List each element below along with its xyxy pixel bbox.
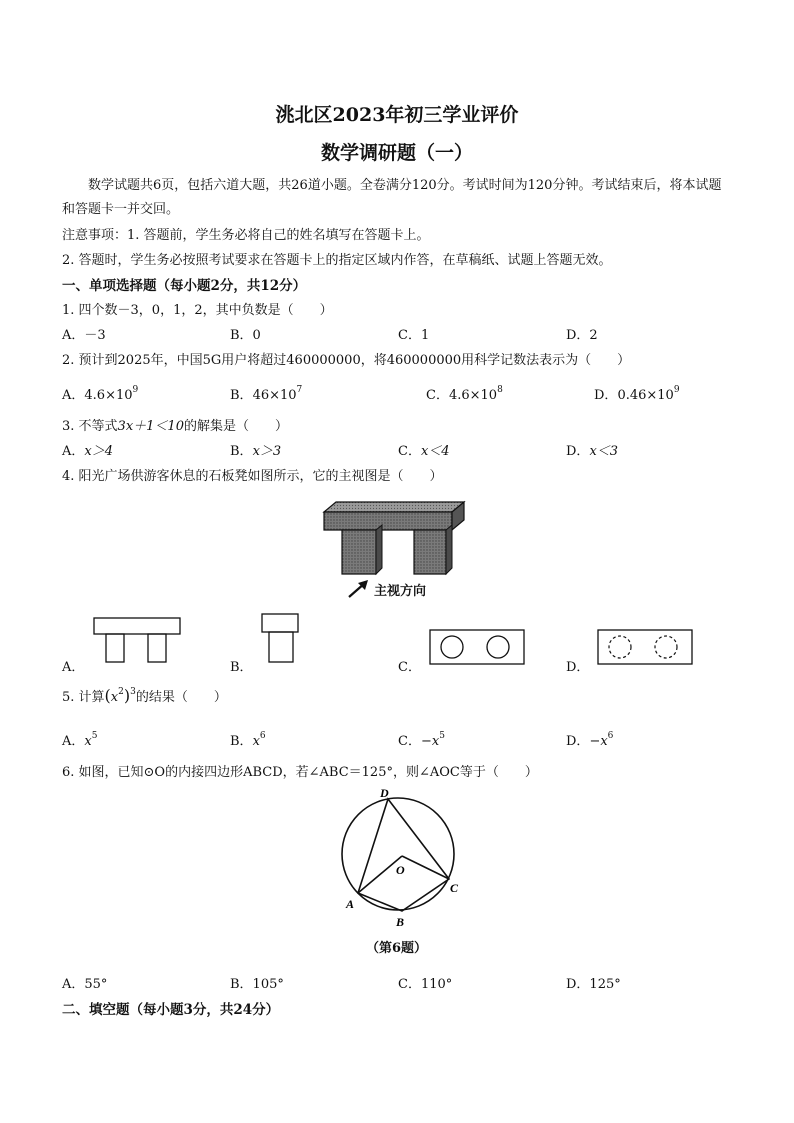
q2-option-b: B．$46\times 10^7$ [230,385,303,403]
section-1-heading: 一、单项选择题（每小题2分，共12分） [62,278,307,294]
q2-stem: 2. 预计到2025年，中国5G用户将超过460000000，将460000000用科学记数法表示为（ ） [62,353,631,368]
q3-option-c: C．x＜4 [398,444,450,459]
q2-option-c: C．$4.6\times 10^8$ [426,385,503,403]
q1-option-d: D．2 [566,328,598,343]
q1-option-a: A．－3 [62,328,106,343]
q3-stem: 3. 不等式3x＋1＜10的解集是（ ） [62,419,288,434]
q1-option-b: B．0 [230,328,261,343]
label-d: D [380,786,389,800]
q3-option-b: B．x＞3 [230,444,282,459]
q1-stem: 1. 四个数－3，0，1，2，其中负数是（ ） [62,303,333,318]
label-o: O [396,863,405,877]
q5-option-c: C．$-x^5$ [398,731,445,749]
q4-option-d-figure [596,628,694,666]
q2-option-a: A．$4.6\times 10^9$ [62,385,139,403]
note-1: 注意事项：1. 答题前，学生务必将自己的姓名填写在答题卡上。 [62,228,430,243]
q5-option-d: D．$-x^6$ [566,731,614,749]
q4-option-d-label: D． [566,660,590,675]
section-2-heading: 二、填空题（每小题3分，共24分） [62,1002,280,1018]
q6-figure-caption: （第6题） [366,941,428,956]
q6-stem: 6. 如图，已知⊙O的内接四边形ABCD，若∠ABC＝125°，则∠AOC等于（ ） [62,765,538,780]
q4-option-b-figure [260,612,304,666]
arrow-icon [346,578,372,600]
q5-option-a: A．$x^5$ [62,731,98,749]
label-b: B [396,915,405,929]
q4-option-c-figure [428,628,526,666]
q6-option-a: A．55° [62,977,108,992]
q3-option-d: D．x＜3 [566,444,619,459]
q4-option-c-label: C． [398,660,421,675]
label-c: C [450,881,459,895]
page-title: 洮北区2023年初三学业评价 [275,104,519,126]
page-subtitle: 数学调研题（一） [320,142,473,164]
intro-paragraph: 数学试题共6页，包括六道大题，共26道小题。全卷满分120分。考试时间为120分钟。考试结束后，将本试题和答题卡一并交回。 [62,178,722,217]
q4-option-a-label: A． [62,660,85,675]
q6-option-b: B．105° [230,977,284,992]
q5-stem: 5. 计算$(x^2)^3$的结果（ ） [62,686,227,705]
q1-option-c: C．1 [398,328,430,343]
q4-stem: 4. 阳光广场供游客休息的石板凳如图所示，它的主视图是（ ） [62,469,443,484]
q3-option-a: A．x＞4 [62,444,113,459]
view-direction-label: 主视方向 [374,584,427,599]
label-a: A [346,897,355,911]
q4-option-b-label: B． [230,660,253,675]
circle-quadrilateral-figure [336,784,466,934]
q2-option-d: D．$0.46\times 10^9$ [594,385,680,403]
q6-option-d: D．125° [566,977,621,992]
q4-option-a-figure [92,616,184,666]
q6-option-c: C．110° [398,977,453,992]
q5-option-b: B．$x^6$ [230,731,266,749]
note-2: 2. 答题时，学生务必按照考试要求在答题卡上的指定区域内作答，在草稿纸、试题上答题无效。 [62,253,612,268]
